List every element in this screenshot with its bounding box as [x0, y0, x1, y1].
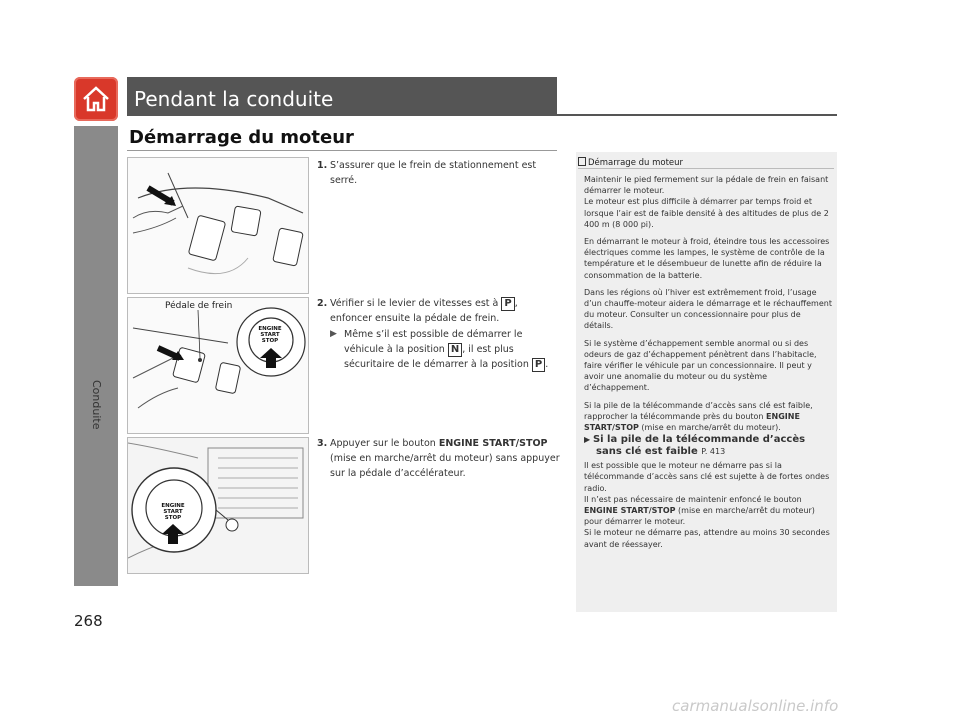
note-paragraph: En démarrant le moteur à froid, éteindre tous les accessoires électriques comme les lampes, le système de contrôle de la température et le désembueur de lunette afin de réduire la consommation de la batterie. — [584, 237, 830, 280]
engine-button-line: START — [163, 509, 183, 515]
engine-button-graphic-1 — [255, 326, 285, 344]
engine-button-line: ENGINE — [258, 326, 282, 332]
step-number: 2. — [317, 298, 328, 309]
note-paragraph: Il n’est pas nécessaire de maintenir enfoncé le bouton — [584, 494, 802, 504]
engine-start-stop-label: ENGINE START/STOP — [584, 506, 676, 516]
step-2 — [317, 296, 562, 372]
arrow-bullet-icon: ▶ — [330, 329, 337, 339]
note-paragraph: (mise en marche/arrêt du moteur) pour démarrer le moteur. — [584, 506, 815, 527]
engine-button-line: STOP — [164, 515, 182, 521]
note-paragraph: Le moteur est plus difficile à démarrer par temps froid et lorsque l’air est de faible densité à des altitudes de plus de 2 400 m (8 000 pi). — [584, 197, 829, 229]
step-text: (mise en marche/arrêt du moteur) sans appuyer sur la pédale d’accélérateur. — [330, 453, 560, 479]
parking-brake-illustration — [127, 157, 309, 294]
step-3 — [317, 436, 562, 481]
note-paragraph: Dans les régions où l’hiver est extrêmement froid, l’usage d’un chauffe-moteur aidera le démarrage et le réchauffement du moteur. Consulter un concessionnaire pour plus de détails. — [584, 287, 832, 331]
gear-p-badge: P — [501, 297, 514, 311]
step-text: S’assurer que le frein de stationnement est serré. — [330, 160, 537, 186]
home-button[interactable] — [74, 77, 118, 121]
reference-arrow-icon: ▶ — [584, 435, 593, 445]
page-title: Pendant la conduite — [134, 87, 334, 111]
note-rule — [578, 168, 834, 169]
home-icon — [80, 83, 112, 115]
brake-pedal-label: Pédale de frein — [165, 301, 233, 311]
reference-page: P. 413 — [701, 447, 726, 457]
cross-reference-link[interactable]: ▶ Si la pile de la télécommande d’accès sans clé est faible P. 413 — [584, 434, 806, 458]
engine-button-graphic-2 — [158, 503, 188, 521]
engine-button-line: STOP — [261, 338, 279, 344]
page-number: 268 — [74, 612, 103, 630]
engine-button-line: ENGINE — [161, 503, 185, 509]
note-paragraph: Si le moteur ne démarre pas, attendre au moins 30 secondes avant de réessayer. — [584, 528, 830, 549]
gear-p-badge: P — [532, 358, 545, 372]
step-text: Appuyer sur le bouton — [330, 438, 439, 449]
step-subtext: . — [545, 359, 549, 370]
step-text: , enfoncer ensuite la pédale de frein. — [330, 298, 518, 324]
note-paragraph: Si le système d’échappement semble anormal ou si des odeurs de gaz d’échappement pénètrent dans l’habitacle, faire vérifier le véhicule par un concessionnaire. Il peut y avoir une anomalie du moteur ou du système d’échappement. — [584, 338, 817, 393]
gear-n-badge: N — [448, 343, 462, 357]
note-text — [584, 174, 832, 556]
note-paragraph: (mise en marche/arrêt du moteur). — [638, 423, 781, 433]
dashboard-illustration — [127, 437, 309, 574]
watermark: carmanualsonline.info — [672, 697, 839, 715]
chapter-label[interactable]: Conduite — [90, 380, 103, 430]
section-title: Démarrage du moteur — [129, 127, 354, 148]
engine-button-line: START — [260, 332, 280, 338]
note-paragraph: Si la pile de la télécommande d’accès sans clé est faible, rapprocher la télécommande près du bouton — [584, 400, 813, 421]
chapter-sidebar — [74, 126, 118, 586]
note-paragraph: Il est possible que le moteur ne démarre pas si la télécommande d’accès sans clé est sujette à de fortes ondes radio. — [584, 461, 830, 493]
note-paragraph: Maintenir le pied fermement sur la pédale de frein en faisant démarrer le moteur. — [584, 175, 829, 196]
section-rule — [127, 150, 557, 151]
note-icon — [578, 157, 586, 166]
step-1 — [317, 158, 562, 188]
note-title: Démarrage du moteur — [578, 157, 683, 168]
step-subtext: Même s’il est possible de démarrer le véhicule à la position — [344, 329, 523, 355]
engine-start-stop-label: ENGINE START/STOP — [438, 438, 548, 449]
press-arrow-icon — [258, 348, 284, 370]
step-number: 1. — [317, 160, 328, 171]
step-subtext: , il est plus sécuritaire de le démarrer à la position — [344, 344, 532, 370]
engine-start-stop-label: ENGINE START/STOP — [584, 411, 800, 433]
header-rule — [127, 114, 837, 116]
step-number: 3. — [317, 438, 328, 449]
press-arrow-icon — [160, 524, 186, 546]
step-text: Vérifier si le levier de vitesses est à — [330, 298, 502, 309]
